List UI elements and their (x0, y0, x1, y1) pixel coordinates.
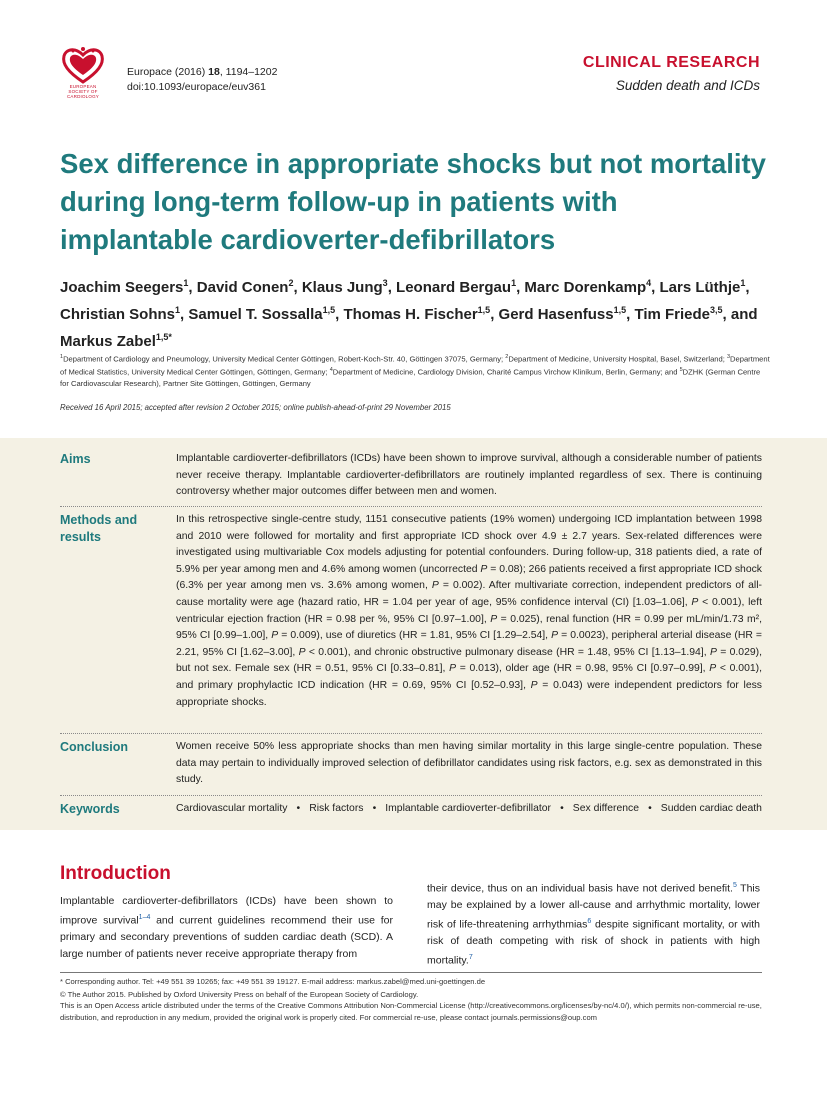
keyword-separator: • (560, 803, 564, 814)
author-name: David Conen$^2$ (196, 278, 294, 296)
copyright: © The Author 2015. Published by Oxford University Press on behalf of the European Society of Cardiology. (60, 989, 419, 999)
author-name: Leonard Bergau$^1$ (396, 278, 517, 296)
received-dates: Received 16 April 2015; accepted after revision 2 October 2015; online publish-ahead-of-print 29 November 2015 (60, 403, 451, 412)
heart-logo-icon (58, 44, 108, 86)
author-name: Gerd Hasenfuss$^{1,5}$ (498, 305, 627, 323)
intro-column-right: their device, thus on an individual basis have not derived benefit.$^5$ This may be explained by a lower all-cause and arrhythmic mortality, lower risk of life-threatening arrhythmias$^6$ despite significant mortality, or with risk of death competing with risk of shock in patients with high mortality.$^7$ (427, 882, 760, 967)
citation-link[interactable]: 5 (732, 882, 737, 889)
keyword: Implantable cardioverter-defibrillator (385, 803, 552, 814)
section-main: CLINICAL RESEARCH (582, 54, 760, 71)
abstract-aims: Aims Implantable cardioverter-defibrillators (ICDs) have been shown to improve survival, although a considerable number of patients never receive therapy. Implantable cardioverter-defibrillators are routinely implanted regardless of sex. There is continuing controversy whether major outcomes differ between men and women. (60, 452, 762, 498)
keyword: Risk factors (309, 803, 364, 814)
keyword: Sudden cardiac death (660, 803, 762, 814)
section-sub: Sudden death and ICDs (615, 78, 760, 93)
author-name: Lars Lüthje$^1$ (659, 278, 746, 296)
keyword-separator: • (372, 803, 377, 814)
intro-column-left: Implantable cardioverter-defibrillators (ICDs) have been shown to improve survival$^{1-4}$ and current guidelines recommend their use for primary and secondary preventions of sudden cardiac death (SCD). A large number of patients never receive appropriate therapy from (60, 895, 393, 960)
citation-link[interactable]: 7 (468, 954, 473, 962)
author-name: Tim Friede$^{3,5}$ (634, 305, 723, 323)
corresponding-author: * Corresponding author. Tel: +49 551 39 10265; fax: +49 551 39 19127. E-mail address: markus.zabel@med.uni-goettingen.de (60, 977, 486, 986)
structured-abstract (0, 438, 827, 830)
introduction-heading: Introduction (60, 863, 171, 884)
abstract-conclusion: Conclusion Women receive 50% less appropriate shocks than men having similar mortality in this large single-centre population. These data may pertain to individually improved selection of defibrillator candidates using risk factors, e.g. sex as demonstrated in this study. (60, 733, 762, 795)
keyword-separator: • (648, 803, 652, 814)
keyword: Sex difference (572, 803, 640, 814)
abstract-keywords: Keywords Cardiovascular mortality • Risk factors • Implantable cardioverter-defibrillator • Sex difference • Sudden cardiac death (60, 795, 762, 825)
author-name: Joachim Seegers$^1$ (60, 278, 189, 296)
doi[interactable]: doi:10.1093/europace/euv361 (127, 81, 266, 93)
affiliations: $^1$Department of Cardiology and Pneumology, University Medical Center Göttingen, Robert-Koch-Str. 40, Göttingen 37075, Germany; $^2$Department of Medicine, University Hospital, Basel, Switzerland; $^3$Department of Medical Statistics, University Medical Center Göttingen, Göttingen, Germany; $^4$Department of Medicine, Cardiology Division, Charité Campus Virchow Klinikum, Berlin, Germany; and $^5$DZHK (German Centre for Cardiovascular Research), Partner Site Göttingen, Göttingen, Germany (60, 354, 770, 389)
journal-citation: Europace (2016) 18, 1194–1202 doi:10.1093/europace/euv361 (127, 66, 278, 93)
keyword-list (176, 801, 762, 818)
author-name: Marc Dorenkamp$^4$ (524, 278, 652, 296)
footnotes (60, 976, 765, 1023)
author-name: Samuel T. Sossalla$^{1,5}$ (188, 305, 336, 323)
logo-text: EUROPEAN SOCIETY OF CARDIOLOGY (66, 84, 99, 99)
citation-link[interactable]: 6 (587, 918, 592, 926)
section-label (583, 53, 760, 95)
keyword-separator: • (296, 803, 301, 814)
keyword: Cardiovascular mortality (176, 803, 288, 814)
esc-logo (58, 44, 108, 102)
author-name: Markus Zabel$^{1,5*}$ (60, 332, 172, 350)
author-list: Joachim Seegers$^1$, David Conen$^2$, Klaus Jung$^3$, Leonard Bergau$^1$, Marc Dorenkamp$^4$, Lars Lüthje$^1$, Christian Sohns$^1$, Samuel T. Sossalla$^{1,5}$, Thomas H. Fischer$^{1,5}$, Gerd Hasenfuss$^{1,5}$, Tim Friede$^{3,5}$, and Markus Zabel$^{1,5*}$ (60, 278, 758, 350)
author-name: Klaus Jung$^3$ (301, 278, 388, 296)
author-name: Christian Sohns$^1$ (60, 305, 181, 323)
footnote-divider (60, 972, 762, 973)
author-name: Thomas H. Fischer$^{1,5}$ (343, 305, 491, 323)
citation-link[interactable]: 1–4 (138, 913, 151, 921)
license: This is an Open Access article distributed under the terms of the Creative Commons Attribution Non-Commercial License (http://creativecommons.org/licenses/by-nc/4.0/), which permits non-commercial re-use, distribution, and reproduction in any medium, provided the original work is properly cited. For commercial re-use, please contact journals.permissions@oup.com (60, 1001, 762, 1022)
abstract-methods: Methods and results In this retrospective single-centre study, 1151 consecutive patients (19% women) undergoing ICD implantation between 1998 and 2010 were followed for mortality and first appropriate ICD shock over 4.9 ± 2.7 years. Sex-related differences were investigated using multivariable Cox models adjusting for potential confounders. During follow-up, 318 patients died, a rate of 5.9% per year among men and 4.6% among women (uncorrected P = 0.08); 266 patients received a first appropriate ICD shock (6.3% per year among men vs. 3.6% among women, P = 0.002). After multivariate correction, independent predictors of all-cause mortality were age (hazard ratio, HR = 1.04 per year of age, 95% confidence interval (CI) [1.03–1.06], P < 0.001), left ventricular ejection fraction (HR = 0.98 per %, 95% CI [0.97–1.00], P = 0.025), renal function (HR = 0.99 per mL/min/1.73 m², 95% CI [0.99–1.00], P = 0.009), use of diuretics (HR = 1.81, 95% CI [1.29–2.54], P = 0.0023), peripheral arterial disease (HR = 2.21, 95% CI [1.62–3.00], P < 0.001), and chronic obstructive pulmonary disease (HR = 1.48, 95% CI [1.13–1.94], P = 0.029), but not sex. Female sex (HR = 0.51, 95% CI [0.33–0.81], P = 0.013), older age (HR = 0.98, 95% CI [0.97–0.99], P < 0.001), and primary prophylactic ICD indication (HR = 0.69, 95% CI [0.52–0.93], P = 0.043) were independent predictors for less appropriate shocks. (60, 506, 762, 733)
article-title: Sex difference in appropriate shocks but not mortality during long-term follow-up in patients with implantable cardioverter-defibrillators (60, 148, 766, 255)
